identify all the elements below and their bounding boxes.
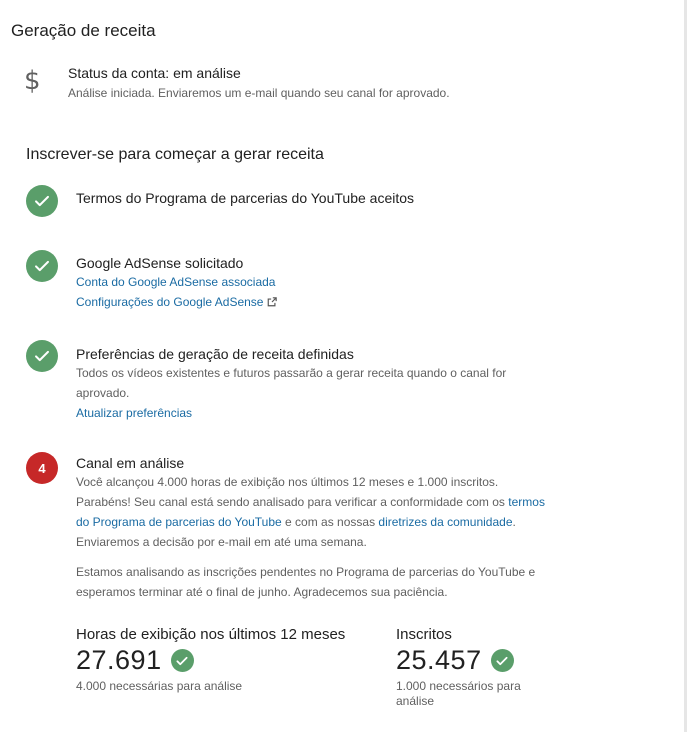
- adsense-settings-link[interactable]: Configurações do Google AdSense: [76, 295, 264, 309]
- partner-program-terms-link[interactable]: termos do Programa de parcerias do YouTube: [76, 495, 545, 529]
- adsense-account-link[interactable]: Conta do Google AdSense associada: [76, 275, 276, 289]
- step-title: Termos do Programa de parcerias do YouTube aceitos: [76, 190, 415, 206]
- watch-hours-metric: [76, 626, 376, 694]
- step-title: Canal em análise: [76, 455, 185, 471]
- metric-label: Inscritos: [396, 626, 452, 643]
- account-status: [24, 64, 624, 104]
- external-link-icon: [267, 297, 277, 307]
- check-circle-icon: [171, 649, 194, 672]
- check-circle-icon: [491, 649, 514, 672]
- step-number-badge: 4: [26, 452, 58, 484]
- update-preferences-link[interactable]: Atualizar preferências: [76, 406, 193, 420]
- check-circle-icon: [26, 340, 58, 372]
- pending-review-notice: Estamos analisando as inscrições pendentes no Programa de parcerias do YouTube e esperamos terminar até o final de junho. Agradecemos sua paciência.: [76, 565, 536, 599]
- metric-label: Horas de exibição nos últimos 12 meses: [76, 626, 346, 643]
- metric-requirement: 4.000 necessárias para análise: [76, 679, 243, 693]
- section-title: Inscrever-se para começar a gerar receita: [26, 146, 324, 163]
- check-circle-icon: [26, 185, 58, 217]
- metric-requirement: 1.000 necessários para análise: [396, 679, 521, 708]
- subscribers-metric: [396, 626, 546, 709]
- community-guidelines-link[interactable]: diretrizes da comunidade: [378, 515, 513, 529]
- step-description: Todos os vídeos existentes e futuros passarão a gerar receita quando o canal for aprovado.: [76, 366, 507, 400]
- adsense-settings-link-wrap[interactable]: [76, 293, 277, 310]
- step-title: Preferências de geração de receita definidas: [76, 346, 354, 362]
- metric-value: 27.691: [76, 645, 162, 675]
- status-title: Status da conta: em análise: [68, 65, 241, 81]
- step-title: Google AdSense solicitado: [76, 255, 244, 271]
- step-description: Você alcançou 4.000 horas de exibição nos últimos 12 meses e 1.000 inscritos. Parabéns! Seu canal está sendo analisado para verificar a conformidade com os termos do Programa de parcerias do YouTube e com as nossas diretrizes da comunidade. Enviaremos a decisão por e-mail em até uma semana.: [76, 475, 545, 549]
- status-subtitle: Análise iniciada. Enviaremos um e-mail quando seu canal for aprovado.: [68, 86, 450, 100]
- check-circle-icon: [26, 250, 58, 282]
- page-title: Geração de receita: [11, 21, 156, 40]
- dollar-icon: $: [24, 66, 41, 96]
- eligibility-metrics: [76, 626, 636, 716]
- metric-value: 25.457: [396, 645, 482, 675]
